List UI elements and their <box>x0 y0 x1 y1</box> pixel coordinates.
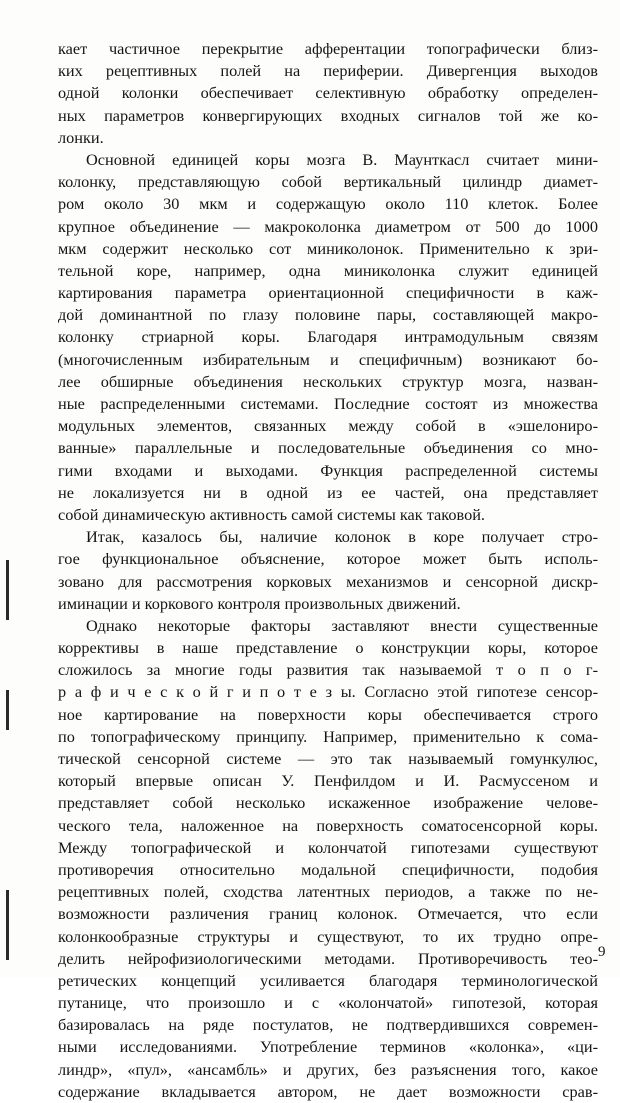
text-line: ванные» параллельные и последовательные объединения со мно- <box>58 438 598 458</box>
page-number: 9 <box>598 944 606 960</box>
text-line: колонку, представляющую собой вертикальный цилиндр диамет- <box>58 172 598 192</box>
text-line: кает частичное перекрытие афферентации топографически близ- <box>58 39 598 58</box>
text-line: ными исследованиями. Употребление терминов «колонка», «ци- <box>58 1037 598 1057</box>
text-line: дой доминантной по глазу половине пары, составляющей макро- <box>58 305 598 325</box>
text-line: путанице, что произошло и с «колончатой» гипотезой, которая <box>58 993 598 1013</box>
text-line: р а ф и ч е с к о й г и п о т е з ы. Согласно этой гипотезе сенсор- <box>58 682 598 702</box>
text-line: который впервые описан У. Пенфилдом и И. Расмуссеном и <box>58 771 598 791</box>
text-line: противоречия относительно модальной специфичности, подобия <box>58 859 598 879</box>
text-line: крупное объединение — макроколонка диаметром от 500 до 1000 <box>58 216 598 236</box>
text-line: по топографическому принципу. Например, применительно к сома- <box>58 726 598 746</box>
text-line: содержание вкладывается автором, не дает возможности срав- <box>58 1081 598 1101</box>
text-line: сложилось за многие годы развития так называемой т о п о г- <box>58 660 598 680</box>
paragraph <box>58 615 598 1103</box>
text-line: гими входами и выходами. Функция распределенной системы <box>58 460 598 480</box>
text-line: зовано для рассмотрения корковых механизмов и сенсорной дискр- <box>58 571 598 591</box>
text-line: ческого тела, наложенное на поверхность соматосенсорной коры. <box>58 815 598 835</box>
text-line: ром около 30 мкм и содержащую около 110 клеток. Более <box>58 194 598 214</box>
scan-edge-mark <box>6 690 9 730</box>
text-line: представляет собой несколько искаженное изображение челове- <box>58 793 598 813</box>
scan-edge-mark <box>6 560 9 620</box>
text-line: картирования параметра ориентационной специфичности в каж- <box>58 283 598 303</box>
scan-edge-mark <box>6 890 9 960</box>
text-line: собой динамическую активность самой системы как таковой. <box>58 504 485 524</box>
text-line: делить нейрофизиологическими методами. Противоречивость тео- <box>58 948 598 968</box>
text-line: иминации и коркового контроля произвольных движений. <box>58 593 461 613</box>
text-line: тельной коре, например, одна миниколонка служит единицей <box>58 260 598 280</box>
text-line: не локализуется ни в одной из ее частей, она представляет <box>58 482 598 502</box>
text-line: ных параметров конвергирующих входных сигналов той же ко- <box>58 105 598 125</box>
text-line: лее обширные объединения нескольких структур мозга, назван- <box>58 371 598 391</box>
text-line: тической сенсорной системе — это так называемый гомункулюс, <box>58 749 598 768</box>
text-line: одной колонки обеспечивает селективную обработку определен- <box>58 83 598 103</box>
text-line: ретических концепций усиливается благодаря терминологической <box>58 970 598 990</box>
text-line: возможности различения границ колонок. Отмечается, что если <box>58 904 598 924</box>
body-text <box>58 38 598 1103</box>
text-line: Между топографической и колончатой гипотезами существуют <box>58 837 598 857</box>
text-line: гое функциональное объяснение, которое может быть исполь- <box>58 549 598 569</box>
text-line: лонки. <box>58 127 104 147</box>
text-line: ких рецептивных полей на периферии. Дивергенция выходов <box>58 61 598 81</box>
text-line: модульных элементов, связанных между собой в «эшелониро- <box>58 416 598 436</box>
paragraph <box>58 38 598 149</box>
text-line: линдр», «пул», «ансамбль» и других, без разъяснения того, какое <box>58 1059 598 1079</box>
text-line: колонку стриарной коры. Благодаря интрамодульным связям <box>58 327 598 347</box>
paragraph <box>58 149 598 526</box>
paragraph <box>58 526 598 615</box>
text-line: мкм содержит несколько сот миниколонок. Применительно к зри- <box>58 238 598 258</box>
text-line: ные распределенными системами. Последние состоят из множества <box>58 394 598 413</box>
text-line: Итак, казалось бы, наличие колонок в коре получает стро- <box>86 527 598 547</box>
text-line: колонкообразные структуры и существуют, то их трудно опре- <box>58 926 598 946</box>
text-line: коррективы в наше представление о конструкции коры, которое <box>58 638 598 658</box>
text-line: базировалась на ряде постулатов, не подтвердившихся современ- <box>58 1015 598 1035</box>
text-line: рецептивных полей, сходства латентных периодов, а также по не- <box>58 882 598 902</box>
text-line: (многочисленным избирательным и специфичным) возникают бо- <box>58 349 598 369</box>
text-line: Однако некоторые факторы заставляют внести существенные <box>86 615 598 635</box>
text-line: Основной единицей коры мозга В. Маунткасл считает мини- <box>86 149 598 169</box>
text-line: ное картирование на поверхности коры обеспечивается строго <box>58 704 598 724</box>
